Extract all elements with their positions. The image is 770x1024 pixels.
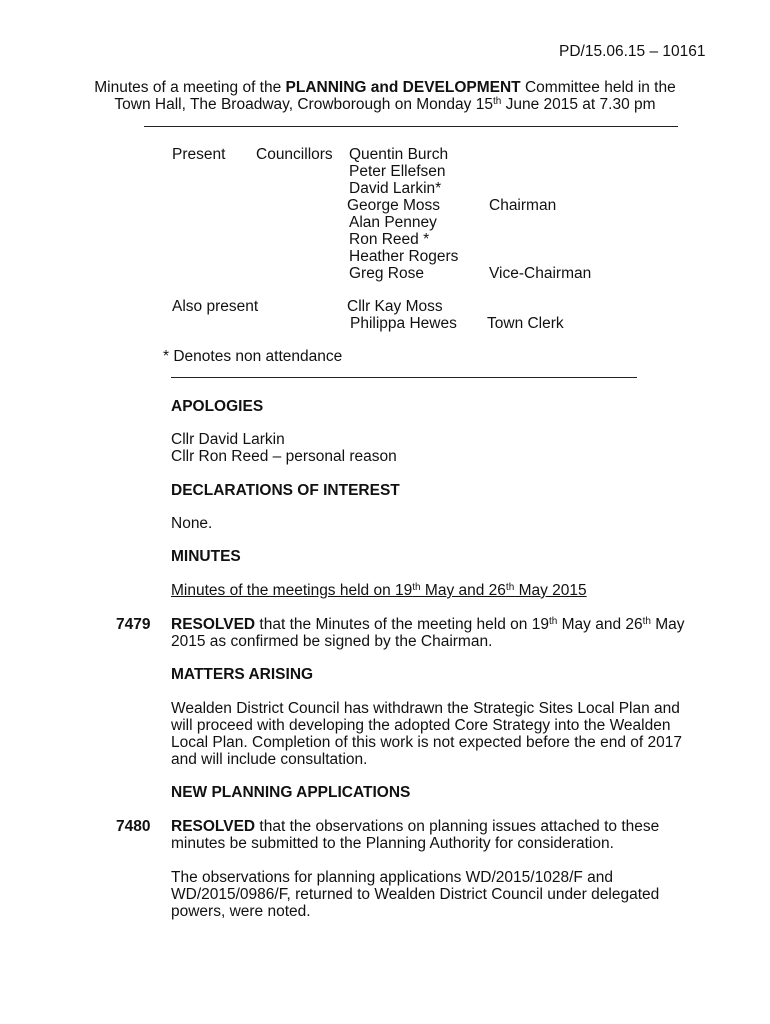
ordinal-suffix: th xyxy=(548,616,558,627)
member-role: Chairman xyxy=(489,197,557,214)
observation-line: WD/2015/0986/F, returned to Wealden District Council under delegated xyxy=(171,886,660,903)
meeting-heading-line2 xyxy=(0,96,770,113)
document-reference: PD/15.06.15 – 10161 xyxy=(559,43,706,60)
resolution-text: that the Minutes of the meeting held on 19 xyxy=(255,616,549,633)
subheading-text: May and 26 xyxy=(420,582,506,599)
member-name: Peter Ellefsen xyxy=(349,163,446,180)
resolution-line xyxy=(171,616,685,633)
resolution-text: May xyxy=(650,616,685,633)
attendee-role: Town Clerk xyxy=(487,315,564,332)
also-present-label: Also present xyxy=(172,298,259,315)
matters-line: will proceed with developing the adopted Core Strategy into the Wealden xyxy=(171,717,671,734)
resolution-line: 2015 as confirmed be signed by the Chairman. xyxy=(171,633,493,650)
member-name: David Larkin* xyxy=(349,180,442,197)
apology-line: Cllr David Larkin xyxy=(171,431,285,448)
subheading-text: May 2015 xyxy=(514,582,587,599)
member-name: Quentin Burch xyxy=(349,146,449,163)
member-name: Ron Reed * xyxy=(349,231,430,248)
ordinal-suffix: th xyxy=(505,582,515,593)
minutes-subheading xyxy=(171,582,587,599)
resolved-keyword: RESOLVED xyxy=(171,818,256,835)
declarations-text: None. xyxy=(171,515,213,532)
councillors-label: Councillors xyxy=(256,146,333,163)
minutes-heading: MINUTES xyxy=(171,548,241,565)
heading-text: Minutes of a meeting of the xyxy=(94,79,286,96)
member-name: Greg Rose xyxy=(349,265,424,282)
heading-text: Town Hall, The Broadway, Crowborough on Monday 15 xyxy=(114,96,493,113)
matters-line: Wealden District Council has withdrawn the Strategic Sites Local Plan and xyxy=(171,700,680,717)
section-divider xyxy=(171,377,637,378)
present-label: Present xyxy=(172,146,226,163)
heading-divider xyxy=(144,126,678,127)
attendance-note: * Denotes non attendance xyxy=(163,348,343,365)
member-name: Heather Rogers xyxy=(349,248,459,265)
apologies-heading: APOLOGIES xyxy=(171,398,264,415)
resolution-text: that the observations on planning issues attached to these xyxy=(255,818,660,835)
planning-heading: NEW PLANNING APPLICATIONS xyxy=(171,784,411,801)
declarations-heading: DECLARATIONS OF INTEREST xyxy=(171,482,400,499)
minute-number: 7479 xyxy=(116,616,151,633)
ordinal-suffix: th xyxy=(492,96,502,107)
matters-heading: MATTERS ARISING xyxy=(171,666,314,683)
member-name: George Moss xyxy=(347,197,441,214)
resolution-line xyxy=(171,818,659,835)
resolution-line: minutes be submitted to the Planning Authority for consideration. xyxy=(171,835,614,852)
matters-line: and will include consultation. xyxy=(171,751,368,768)
attendee-name: Cllr Kay Moss xyxy=(347,298,443,315)
ordinal-suffix: th xyxy=(412,582,421,593)
heading-text: Committee held in the xyxy=(520,79,676,96)
meeting-heading-line1 xyxy=(0,79,770,96)
apology-line: Cllr Ron Reed – personal reason xyxy=(171,448,397,465)
member-role: Vice-Chairman xyxy=(489,265,592,282)
committee-name: PLANNING and DEVELOPMENT xyxy=(285,79,521,96)
ordinal-suffix: th xyxy=(642,616,651,627)
member-name: Alan Penney xyxy=(349,214,437,231)
observation-line: The observations for planning applications WD/2015/1028/F and xyxy=(171,869,614,886)
matters-line: Local Plan. Completion of this work is not expected before the end of 2017 xyxy=(171,734,682,751)
heading-text: June 2015 at 7.30 pm xyxy=(501,96,656,113)
attendee-name: Philippa Hewes xyxy=(350,315,457,332)
minute-number: 7480 xyxy=(116,818,151,835)
subheading-text: Minutes of the meetings held on 19 xyxy=(171,582,413,599)
observation-line: powers, were noted. xyxy=(171,903,311,920)
resolved-keyword: RESOLVED xyxy=(171,616,256,633)
resolution-text: May and 26 xyxy=(557,616,643,633)
